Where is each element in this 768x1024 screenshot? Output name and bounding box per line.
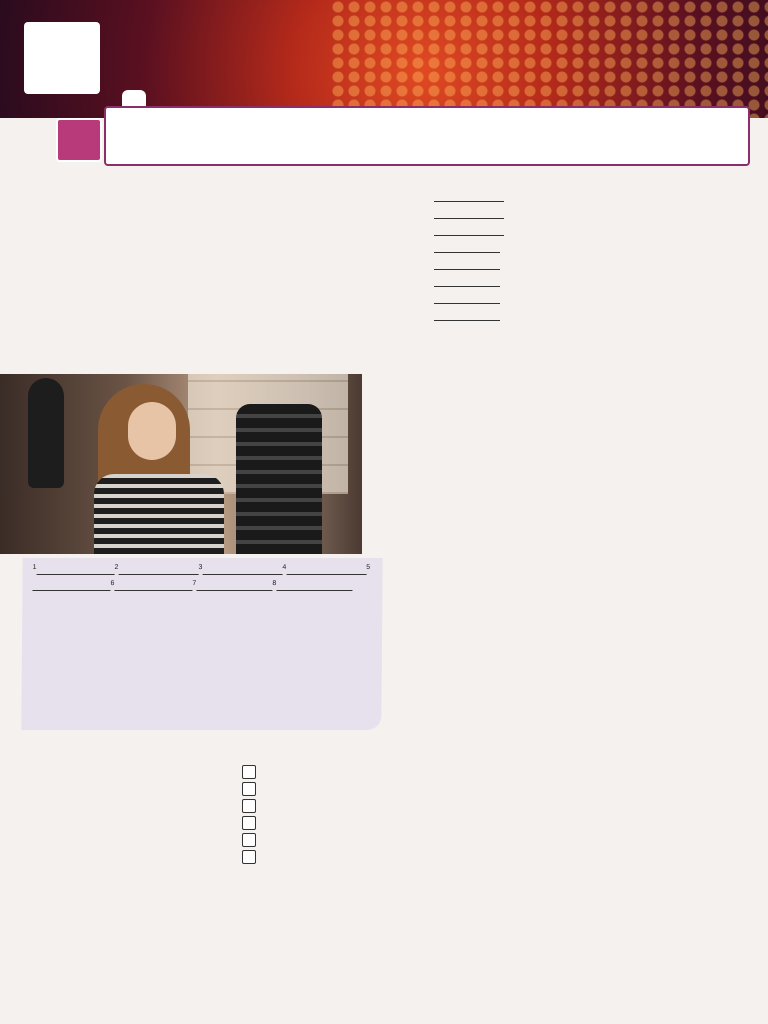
list-item (420, 309, 750, 326)
answer-checkbox[interactable] (242, 782, 256, 796)
blank[interactable] (32, 580, 110, 591)
sweater (236, 404, 322, 554)
match-left-item (66, 816, 256, 833)
header-banner (0, 0, 768, 118)
list-item (420, 292, 750, 309)
blank[interactable] (196, 580, 272, 591)
answer-checkbox[interactable] (242, 850, 256, 864)
section-header-box (104, 106, 750, 166)
blank[interactable] (276, 580, 352, 591)
item-number (420, 224, 434, 241)
exercise-3-heading (46, 744, 396, 761)
blank[interactable] (434, 310, 500, 321)
shopping-photo (0, 374, 362, 554)
item-number (420, 241, 434, 258)
blank[interactable] (434, 259, 500, 270)
exercise-4 (404, 190, 750, 326)
unit-badge (24, 22, 100, 94)
blank[interactable] (37, 564, 115, 575)
answer-checkbox[interactable] (242, 765, 256, 779)
banner-pattern (330, 0, 768, 118)
item-number (420, 258, 434, 275)
blank[interactable] (434, 242, 500, 253)
match-left-item (66, 799, 256, 816)
list-item (420, 241, 750, 258)
blank[interactable] (434, 208, 504, 219)
answer-checkbox[interactable] (242, 816, 256, 830)
exercise-1-heading (46, 190, 396, 207)
item-number (420, 207, 434, 224)
list-item (420, 190, 750, 207)
blank[interactable] (286, 564, 366, 575)
blank[interactable] (434, 225, 504, 236)
item-number (420, 292, 434, 309)
blank[interactable] (434, 191, 504, 202)
background-figure (28, 378, 64, 488)
match-left-item (66, 833, 256, 850)
item-number (420, 190, 434, 207)
blank[interactable] (114, 580, 192, 591)
item-number (420, 309, 434, 326)
match-left-item (66, 765, 256, 782)
blank[interactable] (118, 564, 198, 575)
exercise-3 (46, 744, 396, 871)
exercise-2-heading (46, 215, 396, 232)
list-item (420, 275, 750, 292)
list-item (420, 258, 750, 275)
match-left-item (66, 782, 256, 799)
list-item (420, 207, 750, 224)
blank[interactable] (434, 276, 500, 287)
blank[interactable] (434, 293, 500, 304)
girl-face (128, 402, 176, 460)
match-left-item (66, 850, 256, 867)
exercise-2-passage: $^1$ $^2$ $^3$ $^4$ $^{56}$ $^7$ $^8$ (21, 558, 383, 730)
list-item (420, 224, 750, 241)
blank[interactable] (202, 564, 282, 575)
section-letter-badge (56, 118, 102, 162)
striped-shirt (94, 474, 224, 554)
item-number (420, 275, 434, 292)
answer-checkbox[interactable] (242, 799, 256, 813)
answer-checkbox[interactable] (242, 833, 256, 847)
exercise-1 (46, 190, 396, 232)
